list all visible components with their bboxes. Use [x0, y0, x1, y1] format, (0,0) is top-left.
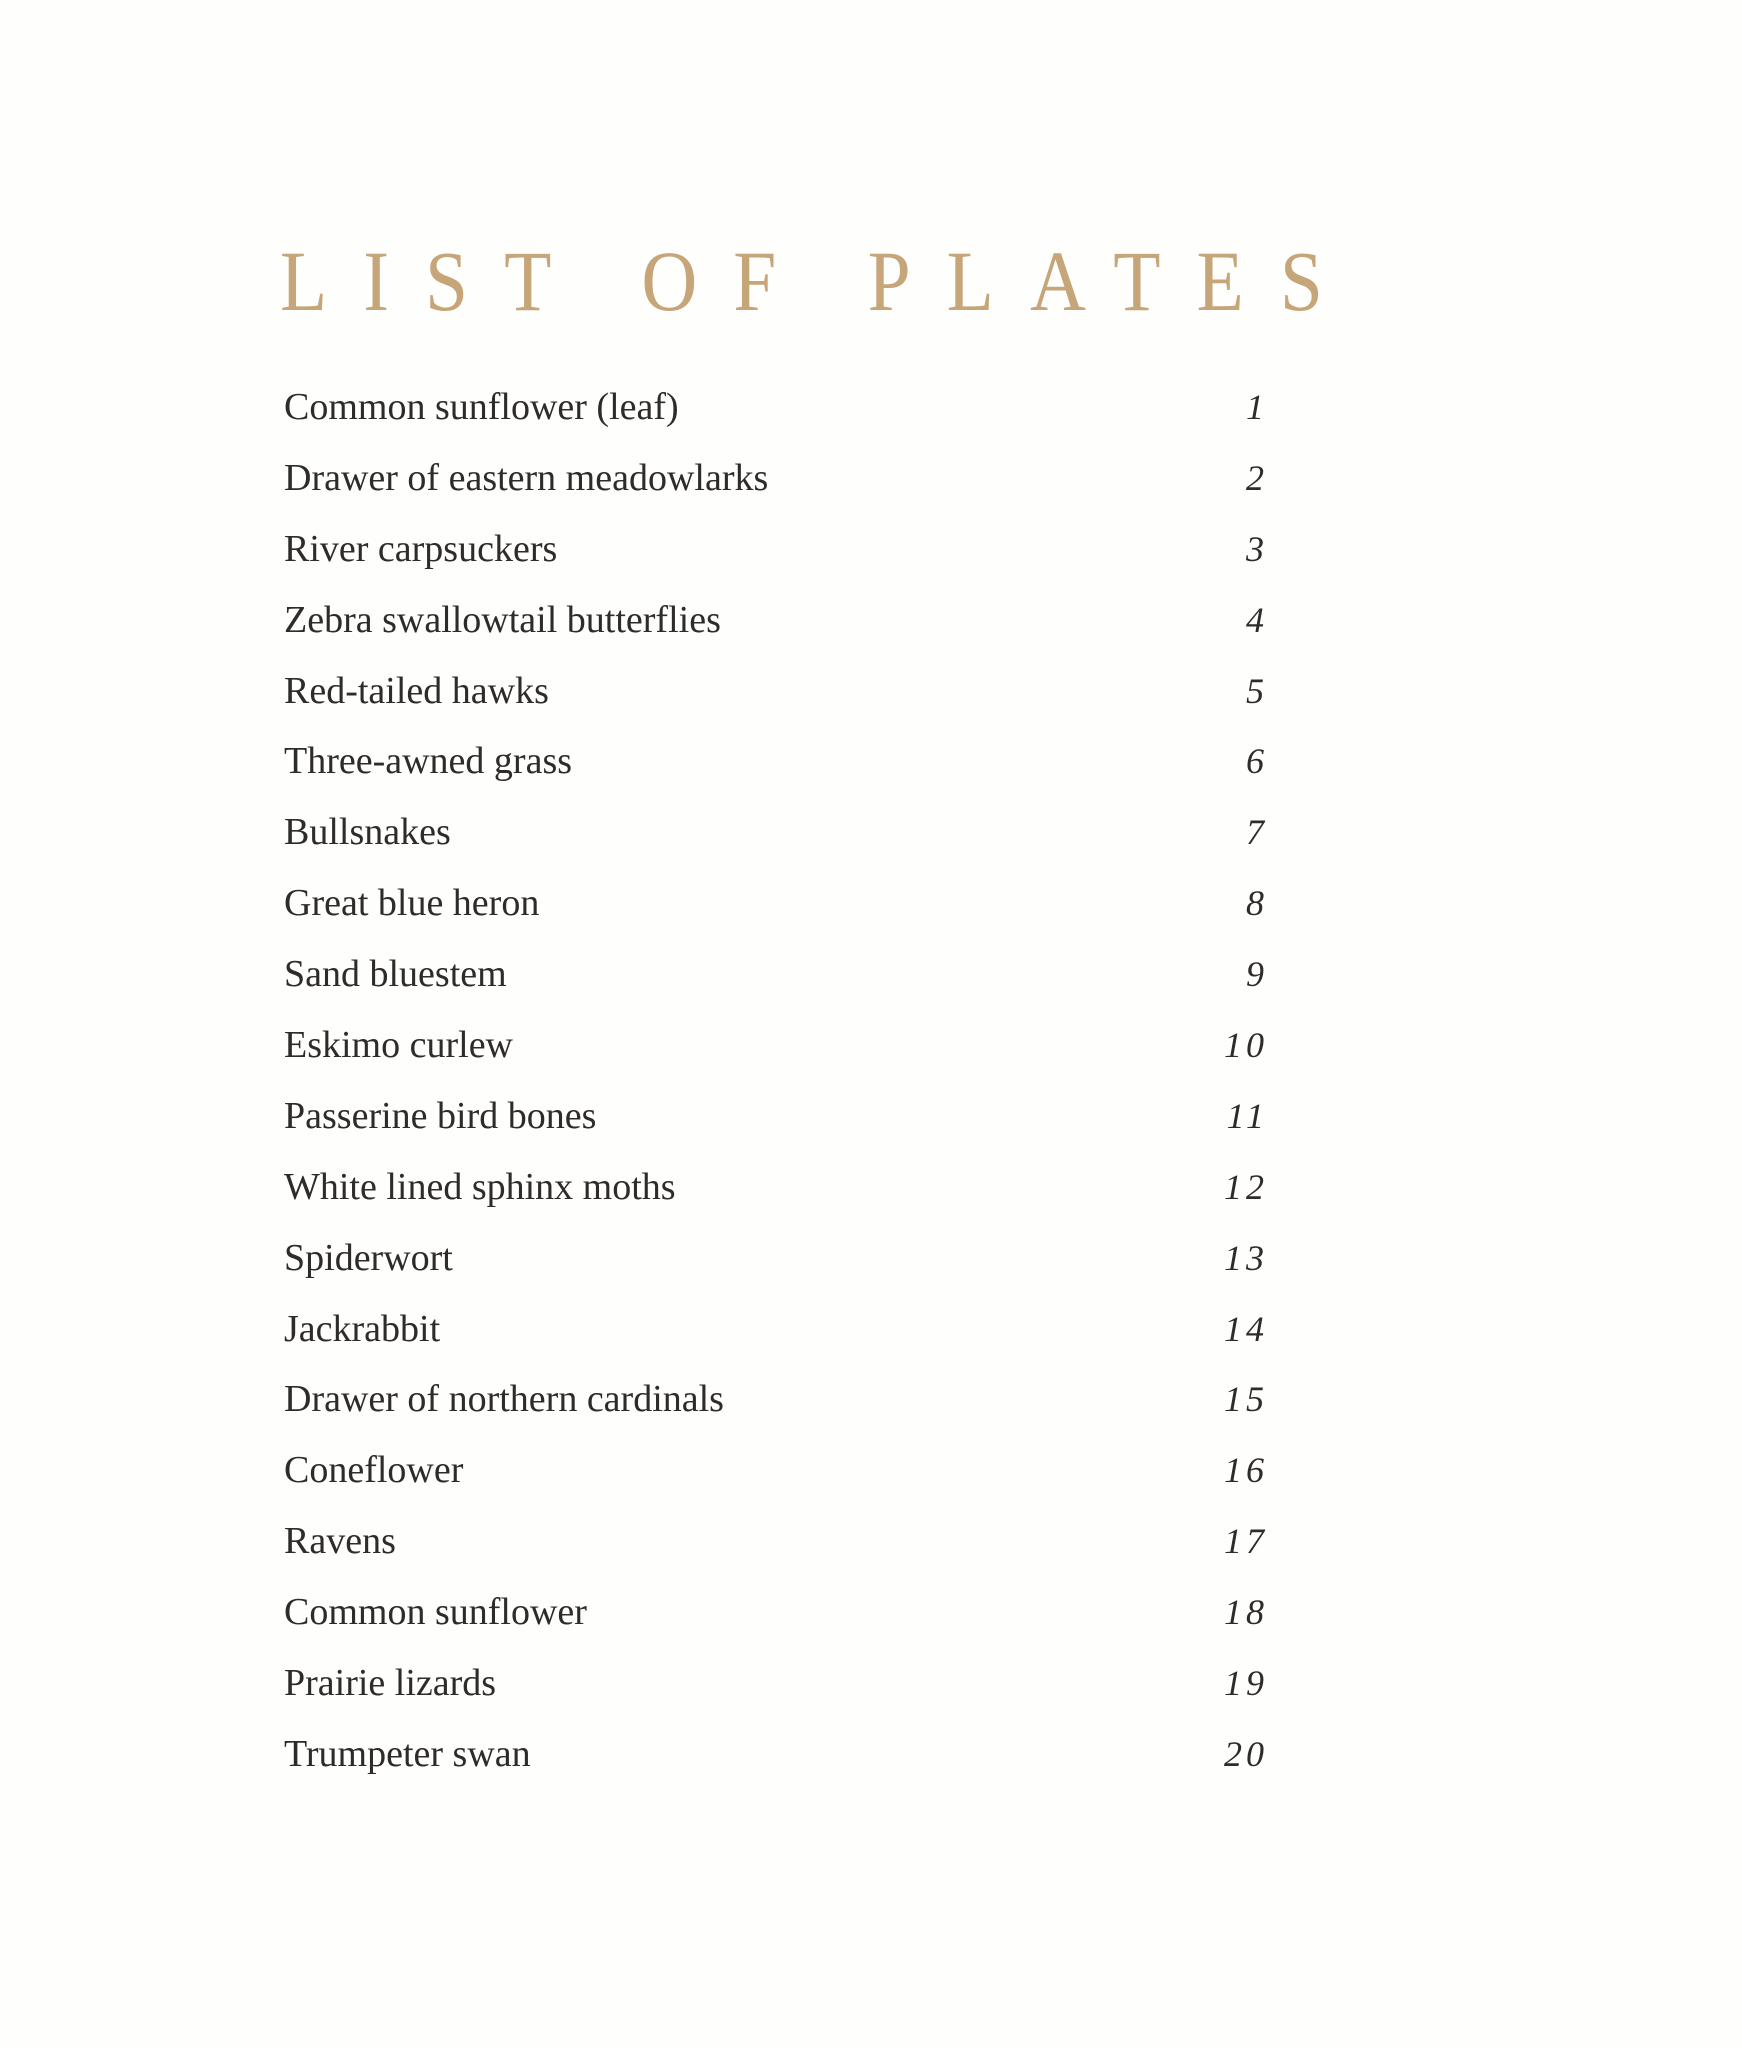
plate-name: Drawer of northern cardinals: [284, 1378, 724, 1421]
plate-name: Drawer of eastern meadowlarks: [284, 456, 769, 499]
plate-row: [284, 1506, 1268, 1577]
plate-row: [284, 372, 1268, 443]
plate-number: 16: [1224, 1450, 1268, 1491]
plate-name: Bullsnakes: [284, 811, 451, 854]
plate-number: 5: [1246, 670, 1268, 711]
plate-row: [284, 656, 1268, 727]
plate-number: 8: [1246, 883, 1268, 924]
plate-row: [284, 1081, 1268, 1152]
plate-row: [284, 1648, 1268, 1719]
plate-number: 17: [1224, 1521, 1268, 1562]
page-title: LIST OF PLATES: [280, 233, 1359, 329]
plate-name: Coneflower: [284, 1449, 464, 1492]
plate-number: 9: [1246, 954, 1268, 995]
plate-name: Red-tailed hawks: [284, 669, 549, 712]
plate-number: 15: [1224, 1379, 1268, 1420]
plate-row: [284, 797, 1268, 868]
plate-name: Spiderwort: [284, 1236, 453, 1279]
plate-name: River carpsuckers: [284, 527, 558, 570]
plate-row: [284, 726, 1268, 797]
plate-name: Jackrabbit: [284, 1307, 441, 1350]
plate-row: [284, 1152, 1268, 1223]
plate-name: Trumpeter swan: [284, 1732, 531, 1775]
plate-name: White lined sphinx moths: [284, 1165, 676, 1208]
plates-list: [284, 372, 1268, 1790]
plate-name: Common sunflower: [284, 1591, 587, 1634]
plate-name: Three-awned grass: [284, 740, 573, 783]
plate-number: 14: [1224, 1308, 1268, 1349]
plate-number: 7: [1246, 812, 1268, 853]
plate-name: Zebra swallowtail butterflies: [284, 598, 721, 641]
plate-number: 18: [1224, 1592, 1268, 1633]
plate-number: 1: [1246, 387, 1268, 427]
plate-row: [284, 1435, 1268, 1506]
plate-name: Sand bluestem: [284, 953, 507, 996]
plate-name: Common sunflower (leaf): [284, 386, 679, 428]
plate-number: 20: [1224, 1733, 1268, 1774]
plate-number: 12: [1224, 1166, 1268, 1207]
plate-row: [284, 1719, 1268, 1790]
plate-row: [284, 585, 1268, 656]
plate-name: Great blue heron: [284, 882, 540, 925]
plate-row: [284, 1010, 1268, 1081]
plate-number: 3: [1246, 528, 1268, 569]
plate-row: [284, 443, 1268, 514]
plate-row: [284, 1294, 1268, 1365]
plate-row: [284, 514, 1268, 585]
plate-number: 19: [1224, 1663, 1268, 1704]
plate-name: Eskimo curlew: [284, 1024, 514, 1067]
plate-number: 2: [1246, 457, 1268, 498]
plate-row: [284, 1364, 1268, 1435]
plate-number: 10: [1224, 1025, 1268, 1066]
plate-number: 6: [1246, 741, 1268, 782]
plate-row: [284, 939, 1268, 1010]
plate-name: Prairie lizards: [284, 1662, 497, 1705]
plate-number: 4: [1246, 599, 1268, 640]
plate-number: 11: [1226, 1095, 1268, 1136]
plate-number: 13: [1224, 1237, 1268, 1278]
plate-name: Passerine bird bones: [284, 1094, 597, 1137]
plate-row: [284, 1577, 1268, 1648]
plate-name: Ravens: [284, 1520, 396, 1563]
plate-row: [284, 868, 1268, 939]
plate-row: [284, 1223, 1268, 1294]
